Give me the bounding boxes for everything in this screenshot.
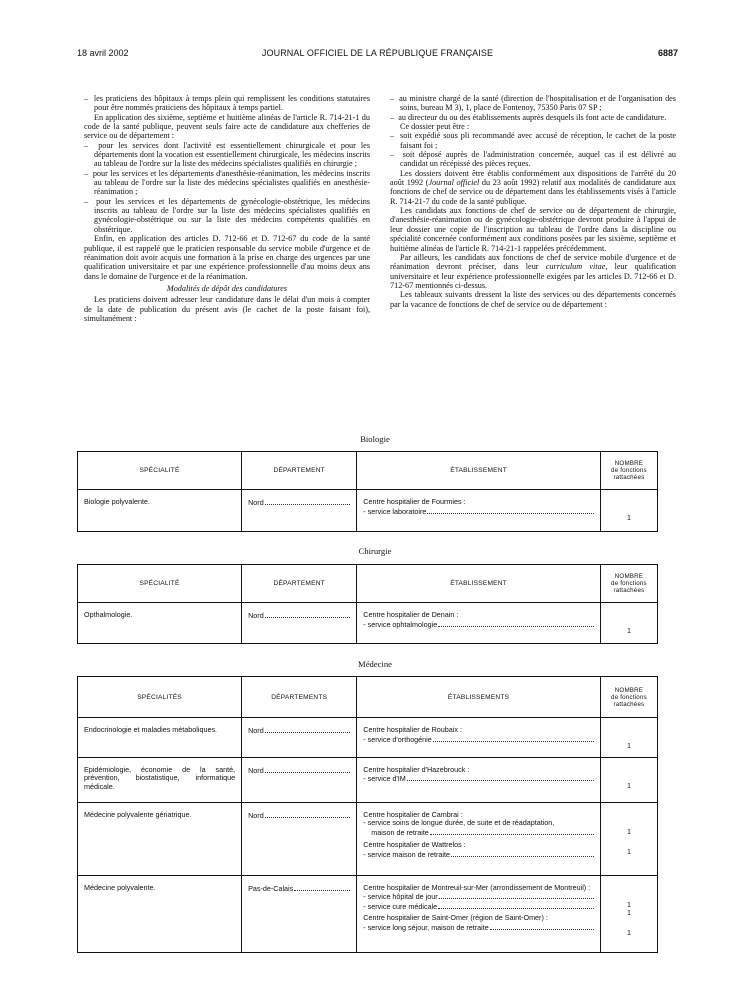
cell-specialite: Epidémiologie, économie de la santé, prévention, biostatistique, informatique médicale. [78,757,242,802]
paragraph: Les tableaux suivants dressent la liste des services ou des départements concernés par la vacance de fonctions de chef de service ou de département : [390,290,676,309]
paragraph: En application des sixième, septième et huitième alinéas de l'article R. 714-21-1 du code de la santé publique, peuvent seuls faire acte de candidature aux chefferies de service ou de département : [84,112,370,141]
table-row [78,875,658,952]
cell-nombre: 1 [600,718,657,758]
cell-departement: Nord [242,757,357,802]
cell-nombre: 1 [600,603,657,644]
column-header: NOMBRE de fonctions rattachées [600,677,657,718]
list-item: – les praticiens des hôpitaux à temps plein qui remplissent les conditions statutaires pour être nommés praticiens des hôpitaux à temps partiel. [84,94,370,113]
column-header: SPÉCIALITÉ [78,452,242,490]
column-header: ÉTABLISSEMENTS [357,677,601,718]
cell-etablissement: Centre hospitalier d'Hazebrouck : - service d'IM [357,757,601,802]
cell-departement: Nord [242,490,357,532]
page-header [77,48,678,62]
conditions-list [84,141,370,234]
body-text [84,94,680,424]
left-intro-list [84,94,370,113]
list-item: – pour les services et les départements d'anesthésie-réanimation, les médecins inscrits au tableau de l'ordre sur la liste des médecins spécialistes qualifiés en anesthésie-réanimation ; [84,169,370,197]
cell-nombre: 1 1 1 [600,875,657,952]
cell-nombre: 1 [600,490,657,532]
cell-etablissement: Centre hospitalier de Montreuil-sur-Mer (arrondissement de Montreuil) : - service hôpital de jour - service cure médicale Centre hospitalier de Saint-Omer (région de Saint-Omer) : - service long séjour, maison de retraite [357,875,601,952]
list-item: – au ministre chargé de la santé (direction de l'hospitalisation et de l'organisation des soins, bureau M 3), 1, place de Fontenoy, 75350 Paris 07 SP ; [390,94,676,113]
paragraph: Les dossiers doivent être établis conformément aux dispositions de l'arrêté du 20 août 1992 (Journal officiel du 23 août 1992) relatif aux modalités de candidature aux fonctions de chef de service ou de département dans les établissements visés à l'article R. 714-21-7 du code de la santé publique. [390,168,676,206]
column-header: DÉPARTEMENT [242,565,357,603]
list-item: – soit déposé auprès de l'administration concernée, auquel cas il est délivré au candidat un récépissé des pièces reçues. [390,150,676,169]
cell-specialite: Opthalmologie. [78,603,242,644]
column-header: NOMBRE de fonctions rattachées [600,452,657,490]
column-header: ÉTABLISSEMENT [357,565,601,603]
paragraph: Enfin, en application des articles D. 712-66 et D. 712-67 du code de la santé publique, il est rappelé que le praticien responsable du service mobile d'urgence et de réanimation doit avoir acquis une formation à la prise en charge des urgences par une qualification universitaire et par une expérience professionnelle d'au moins deux ans dans le domaine de l'urgence et de la réanimation. [84,234,370,281]
cell-etablissement: Centre hospitalier de Roubaix : - service d'orthogénie [357,718,601,758]
paragraph: Les praticiens doivent adresser leur candidature dans le délai d'un mois à compter de la date de publication du présent avis (le cachet de la poste faisant foi), simultanément : [84,295,370,323]
table-row [78,603,658,644]
column-header: DÉPARTEMENTS [242,677,357,718]
cell-nombre: 1 1 [600,802,657,875]
cell-specialite: Endocrinologie et maladies métaboliques. [78,718,242,758]
paragraph: Ce dossier peut être : [400,122,470,132]
cell-etablissement: Centre hospitalier de Fourmies : - service laboratoire [357,490,601,532]
header-date: 18 avril 2002 [77,48,129,58]
table-row [78,802,658,875]
section-title-chirurgie: Chirurgie [358,546,392,556]
left-column [84,94,370,323]
right-column [390,94,676,309]
table-chirurgie [77,564,658,644]
cell-departement: Nord [242,718,357,758]
delivery-list [390,131,676,168]
column-header: SPÉCIALITÉ [78,565,242,603]
list-item: – soit expédié sous pli recommandé avec accusé de réception, le cachet de la poste faisant foi ; [390,131,676,150]
section-title-biologie: Biologie [360,434,390,444]
header-journal-title: JOURNAL OFFICIEL DE LA RÉPUBLIQUE FRANÇAISE [261,48,494,58]
subheading: Modalités de dépôt des candidatures [166,283,288,293]
table-biologie [77,451,658,532]
cell-specialite: Biologie polyvalente. [78,490,242,532]
cell-specialite: Médecine polyvalente. [78,875,242,952]
table-row [78,490,658,532]
table-row [78,757,658,802]
cell-departement: Nord [242,603,357,644]
header-page-number: 6887 [657,48,678,58]
paragraph: Les candidats aux fonctions de chef de service ou de département de chirurgie, d'anesthésie-réanimation ou de gynécologie-obstétrique devront produire à l'appui de leur dossier une copie de l'inscription au tableau de l'ordre dans la discipline ou spécialité concernée conformément aux conditions posées par les sixième, septième et huitième alinéas de l'article R. 714-21-1 rappelées précédemment. [390,206,676,253]
list-item: – pour les services dont l'activité est essentiellement chirurgicale et pour les départements dont la vocation est essentiellement chirurgicale, les médecins inscrits au tableau de l'ordre sur la liste des médecins spécialistes qualifiés en chirurgie ; [84,141,370,169]
list-item: – pour les services et les départements de gynécologie-obstétrique, les médecins inscrits au tableau de l'ordre sur la liste des médecins spécialistes qualifiés en gynécologie-obstétrique ou sur la liste des médecins compétents qualifiés en obstétrique. [84,197,370,234]
column-header: SPÉCIALITÉS [78,677,242,718]
recipients-list [390,94,676,122]
list-item: – au directeur du ou des établissements auprès desquels ils font acte de candidature. [390,113,676,122]
cell-departement: Pas-de-Calais [242,875,357,952]
table-row [78,718,658,758]
cell-departement: Nord [242,802,357,875]
column-header: ÉTABLISSEMENT [357,452,601,490]
paragraph: Par ailleurs, les candidats aux fonctions de chef de service mobile d'urgence et de réanimation devront préciser, dans leur curriculum vitae, leur qualification universitaire et leur expérience professionnelle exigées par les articles D. 712-66 et D. 712-67 mentionnés ci-dessus. [390,252,677,290]
cell-specialite: Médecine polyvalente gériatrique. [78,802,242,875]
cell-nombre: 1 [600,757,657,802]
column-header: DÉPARTEMENT [242,452,357,490]
section-title-medecine: Médecine [358,659,392,669]
cell-etablissement: Centre hospitalier de Cambrai : - service soins de longue durée, de suite et de réadaptation, maison de retraite Centre hospitalier de Wattrelos : - service maison de retraite [357,802,601,875]
column-header: NOMBRE de fonctions rattachées [600,565,657,603]
cell-etablissement: Centre hospitalier de Denain : - service ophtalmologie [357,603,601,644]
table-medecine [77,676,658,953]
